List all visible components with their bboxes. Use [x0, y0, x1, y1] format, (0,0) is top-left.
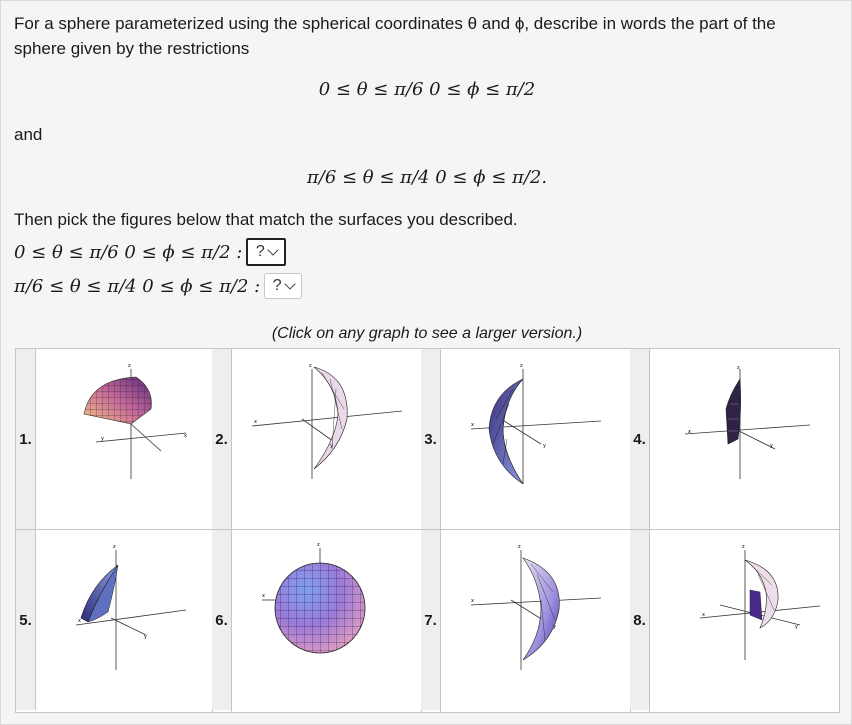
figure-graph-4[interactable] [650, 349, 839, 529]
restriction-equation-1: 0 ≤ θ ≤ π/6 0 ≤ ϕ ≤ π/2 [318, 79, 536, 100]
svg-text:y: y [101, 436, 104, 442]
and-label: and [14, 125, 43, 144]
figure-number: 4. [630, 349, 650, 529]
svg-text:z: z [518, 544, 521, 550]
chevron-down-icon [284, 278, 295, 289]
figure-cell-8[interactable] [630, 530, 839, 710]
answer-select-1[interactable] [246, 238, 286, 266]
svg-text:x: x [262, 593, 265, 599]
figure-number: 7. [421, 530, 441, 710]
figure-graph-3[interactable] [441, 349, 630, 529]
figure-graph-5[interactable] [36, 530, 212, 710]
figure-cell-2[interactable] [212, 349, 421, 529]
answer-row-1 [14, 238, 286, 266]
figure-number: 5. [16, 530, 36, 710]
svg-text:z: z [742, 544, 745, 550]
svg-text:x: x [78, 618, 81, 624]
figure-number: 3. [421, 349, 441, 529]
figure-graph-1[interactable] [36, 349, 212, 529]
svg-text:x: x [184, 433, 187, 439]
svg-text:x: x [471, 422, 474, 428]
figure-graph-6[interactable] [232, 530, 421, 710]
figure-number: 6. [212, 530, 232, 710]
svg-text:y: y [330, 443, 333, 449]
chevron-down-icon [267, 244, 278, 255]
answer-row-2-label: π/6 ≤ θ ≤ π/4 0 ≤ ϕ ≤ π/2 : [14, 275, 261, 297]
svg-text:y: y [144, 634, 147, 640]
figure-graph-7[interactable] [441, 530, 630, 710]
svg-text:x: x [688, 429, 691, 435]
figure-cell-1[interactable] [16, 349, 212, 529]
figure-cell-6[interactable] [212, 530, 421, 710]
answer-row-2 [14, 273, 302, 299]
figure-cell-3[interactable] [421, 349, 630, 529]
svg-text:y: y [795, 624, 798, 630]
svg-text:x: x [254, 419, 257, 425]
svg-text:x: x [702, 612, 705, 618]
larger-version-hint: (Click on any graph to see a larger version.) [271, 325, 583, 342]
figure-number: 8. [630, 530, 650, 710]
answer-select-2[interactable] [264, 273, 302, 299]
svg-text:y: y [770, 443, 773, 449]
answer-select-1-value: ? [255, 243, 265, 260]
answer-row-1-label: 0 ≤ θ ≤ π/6 0 ≤ ϕ ≤ π/2 : [14, 241, 243, 263]
figure-graph-8[interactable] [650, 530, 839, 710]
figure-number: 2. [212, 349, 232, 529]
svg-text:x: x [471, 598, 474, 604]
svg-text:z: z [128, 363, 131, 369]
figure-cell-5[interactable] [16, 530, 212, 710]
figure-grid [15, 348, 840, 713]
figure-number: 1. [16, 349, 36, 529]
question-intro: For a sphere parameterized using the spherical coordinates θ and ϕ, describe in words the part of the sphere given by the restrictions [14, 14, 776, 58]
svg-text:z: z [309, 363, 312, 369]
svg-text:y: y [553, 624, 556, 630]
answer-select-2-value: ? [272, 277, 282, 294]
figure-cell-4[interactable] [630, 349, 839, 529]
svg-text:z: z [317, 542, 320, 548]
svg-text:z: z [520, 363, 523, 369]
figure-cell-7[interactable] [421, 530, 630, 710]
svg-text:z: z [113, 544, 116, 550]
figure-graph-2[interactable] [232, 349, 421, 529]
instruction-text: Then pick the figures below that match the surfaces you described. [14, 210, 518, 229]
restriction-equation-2: π/6 ≤ θ ≤ π/4 0 ≤ ϕ ≤ π/2. [306, 167, 548, 188]
svg-text:z: z [737, 365, 740, 371]
svg-text:y: y [543, 443, 546, 449]
